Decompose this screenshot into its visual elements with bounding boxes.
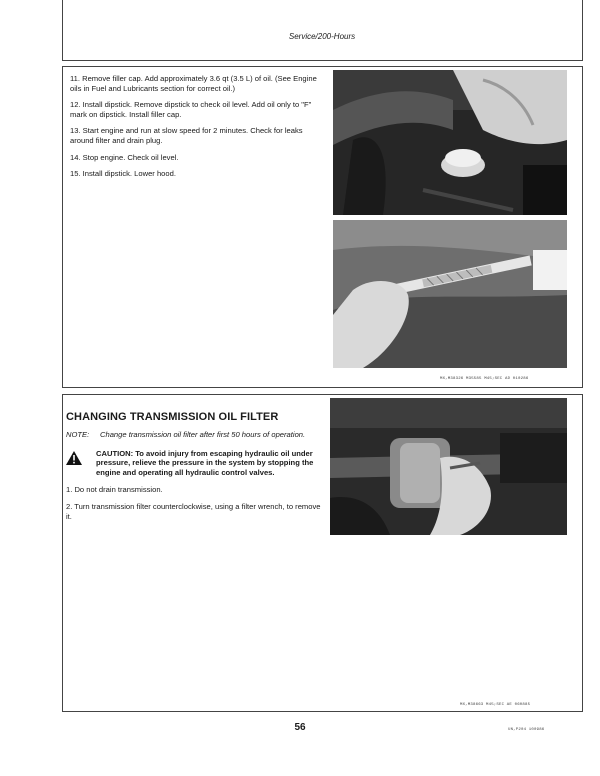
step-11: 11. Remove filler cap. Add approximately 3.6 qt (3.5 L) of oil. (See Engine oils in Fuel and Lubricants section for correct oil.) — [70, 74, 317, 93]
note-label: NOTE: — [66, 430, 90, 439]
note — [66, 430, 328, 440]
step-14: 14. Stop engine. Check oil level. — [70, 152, 179, 162]
page-number: 56 — [294, 722, 306, 733]
warning-triangle-icon — [66, 449, 96, 478]
section1-reference-code: MX,M38326 M35585 M45;SEC AD 010286 — [440, 377, 529, 381]
note-text: Change transmission oil filter after first 50 hours of operation. — [100, 430, 306, 439]
step-1: 1. Do not drain transmission. — [66, 485, 163, 495]
caution-text: CAUTION: To avoid injury from escaping hydraulic oil under pressure, relieve the pressure in the system by stopping the engine and operating all hydraulic control valves. — [96, 448, 314, 477]
step-2: 2. Turn transmission filter counterclockwise, using a filter wrench, to remove it. — [66, 501, 321, 521]
step-12: 12. Install dipstick. Remove dipstick to check oil level. Add oil only to "F" mark on dipstick. Install filler cap. — [70, 100, 312, 119]
header-rule — [62, 60, 583, 61]
section-title: CHANGING TRANSMISSION OIL FILTER — [66, 411, 279, 423]
step-13: 13. Start engine and run at slow speed for 2 minutes. Check for leaks around filter and drain plug. — [70, 126, 303, 145]
section2-reference-code: MX,M38663 M45;SEC AE 060885 — [460, 703, 531, 707]
header-rule-left — [62, 0, 63, 60]
caution-block — [66, 449, 328, 478]
page-header: Service/200-Hours — [288, 32, 356, 41]
footer-reference-code: UN,P204 100986 — [508, 728, 545, 732]
transmission-filter-text — [66, 402, 328, 528]
transmission-filter-photo — [330, 398, 567, 535]
oil-change-steps — [70, 74, 326, 186]
dipstick-photo — [333, 220, 567, 368]
step-15: 15. Install dipstick. Lower hood. — [70, 169, 176, 179]
filler-cap-photo — [333, 70, 567, 215]
header-rule-right — [582, 0, 583, 60]
